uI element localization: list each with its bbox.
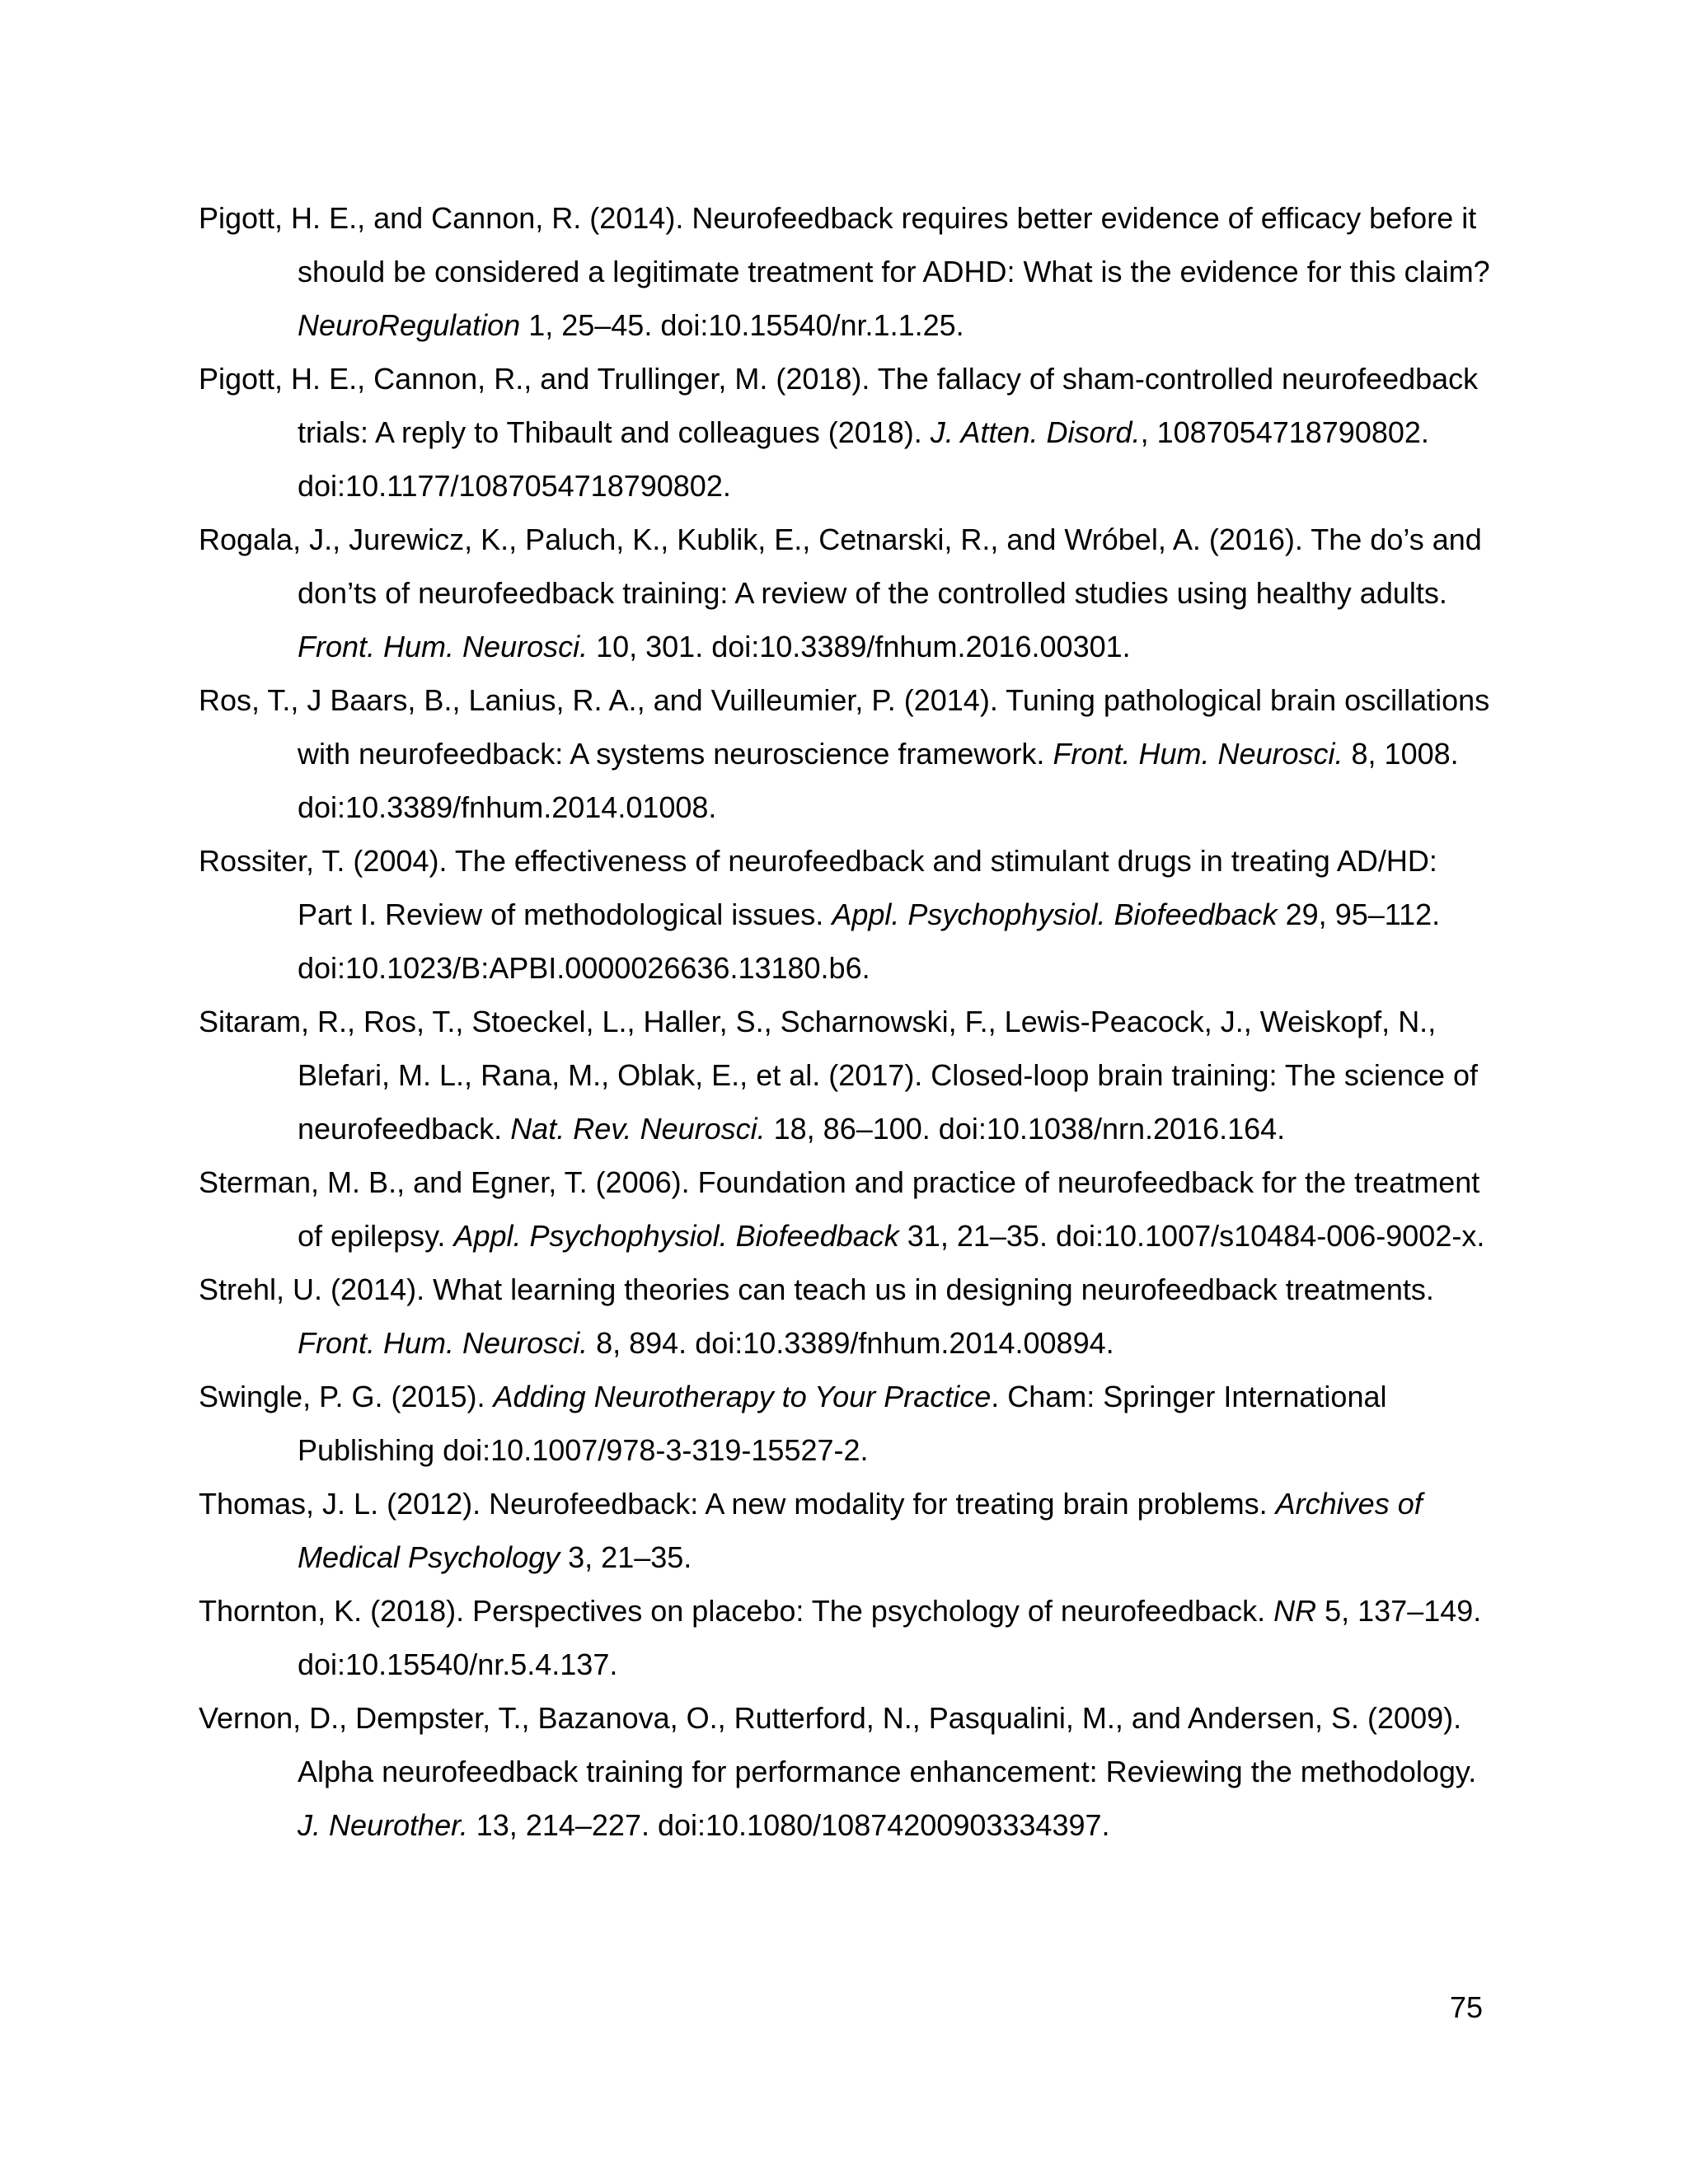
reference-entry <box>199 1477 1493 1584</box>
journal-title: NeuroRegulation <box>298 308 521 342</box>
reference-entry <box>199 513 1493 673</box>
reference-details: 5, 137–149. doi:10.15540/nr.5.4.137. <box>298 1594 1482 1681</box>
reference-entry <box>199 834 1493 995</box>
reference-entry <box>199 352 1493 513</box>
reference-text: Pigott, H. E., Cannon, R., and Trullinger, M. (2018). The fallacy of sham-controlled neurofeedback trials: A reply to Thibault and colleagues (2018). <box>199 362 1479 449</box>
reference-entry <box>199 1263 1493 1370</box>
reference-details: 8, 894. doi:10.3389/fnhum.2014.00894. <box>588 1326 1114 1360</box>
reference-text: Ros, T., J Baars, B., Lanius, R. A., and Vuilleumier, P. (2014). Tuning pathological brain oscillations with neurofeedback: A systems neuroscience framework. <box>199 683 1490 771</box>
reference-details: 8, 1008. doi:10.3389/fnhum.2014.01008. <box>298 737 1459 824</box>
reference-entry <box>199 1691 1493 1852</box>
reference-details: , 1087054718790802. doi:10.1177/1087054718790802. <box>298 415 1429 503</box>
journal-title: Front. Hum. Neurosci. <box>298 630 588 663</box>
reference-details: 18, 86–100. doi:10.1038/nrn.2016.164. <box>765 1112 1286 1146</box>
reference-list <box>199 191 1493 1852</box>
journal-title: J. Neurother. <box>298 1808 468 1842</box>
reference-details: 10, 301. doi:10.3389/fnhum.2016.00301. <box>588 630 1131 663</box>
journal-title: Appl. Psychophysiol. Biofeedback <box>832 898 1278 931</box>
reference-text: Sterman, M. B., and Egner, T. (2006). Foundation and practice of neurofeedback for the treatment of epilepsy. <box>199 1165 1480 1253</box>
journal-title: Appl. Psychophysiol. Biofeedback <box>453 1219 899 1253</box>
reference-entry <box>199 995 1493 1155</box>
page-number: 75 <box>1449 1990 1483 2024</box>
journal-title: Nat. Rev. Neurosci. <box>510 1112 766 1146</box>
reference-entry <box>199 1155 1493 1263</box>
journal-title: Front. Hum. Neurosci. <box>1053 737 1343 771</box>
reference-details: 13, 214–227. doi:10.1080/10874200903334397. <box>467 1808 1110 1842</box>
journal-title: Archives of Medical Psychology <box>298 1487 1423 1574</box>
reference-details: 3, 21–35. <box>560 1540 692 1574</box>
reference-text: Vernon, D., Dempster, T., Bazanova, O., Rutterford, N., Pasqualini, M., and Andersen, S. (2009). Alpha neurofeedback training for performance enhancement: Reviewing the methodology. <box>199 1701 1477 1788</box>
reference-text: Pigott, H. E., and Cannon, R. (2014). Neurofeedback requires better evidence of efficacy before it should be considered a legitimate treatment for ADHD: What is the evidence for this claim? <box>199 201 1490 288</box>
reference-text: Thornton, K. (2018). Perspectives on placebo: The psychology of neurofeedback. <box>199 1594 1274 1628</box>
journal-title: J. Atten. Disord. <box>930 415 1141 449</box>
reference-details: . Cham: Springer International Publishing doi:10.1007/978-3-319-15527-2. <box>298 1380 1387 1467</box>
book-title: Adding Neurotherapy to Your Practice <box>493 1380 992 1413</box>
journal-title: Front. Hum. Neurosci. <box>298 1326 588 1360</box>
reference-text: Rogala, J., Jurewicz, K., Paluch, K., Kublik, E., Cetnarski, R., and Wróbel, A. (2016). The do’s and don’ts of neurofeedback training: A review of the controlled studies using healthy adults. <box>199 523 1482 610</box>
reference-details: 31, 21–35. doi:10.1007/s10484-006-9002-x. <box>898 1219 1485 1253</box>
journal-title: NR <box>1273 1594 1317 1628</box>
reference-text: Thomas, J. L. (2012). Neurofeedback: A new modality for treating brain problems. <box>199 1487 1276 1521</box>
reference-entry <box>199 191 1493 352</box>
reference-details: 1, 25–45. doi:10.15540/nr.1.1.25. <box>520 308 964 342</box>
reference-details: 29, 95–112. doi:10.1023/B:APBI.0000026636.13180.b6. <box>298 898 1441 985</box>
reference-entry <box>199 1370 1493 1477</box>
reference-text: Swingle, P. G. (2015). <box>199 1380 494 1413</box>
reference-text: Rossiter, T. (2004). The effectiveness of neurofeedback and stimulant drugs in treating AD/HD: Part I. Review of methodological issues. <box>199 844 1437 931</box>
reference-entry <box>199 1584 1493 1691</box>
reference-text: Strehl, U. (2014). What learning theories can teach us in designing neurofeedback treatments. <box>199 1272 1434 1306</box>
reference-text: Sitaram, R., Ros, T., Stoeckel, L., Haller, S., Scharnowski, F., Lewis-Peacock, J., Weiskopf, N., Blefari, M. L., Rana, M., Oblak, E., et al. (2017). Closed-loop brain training: The science of neurofeedback. <box>199 1005 1479 1146</box>
reference-entry <box>199 673 1493 834</box>
